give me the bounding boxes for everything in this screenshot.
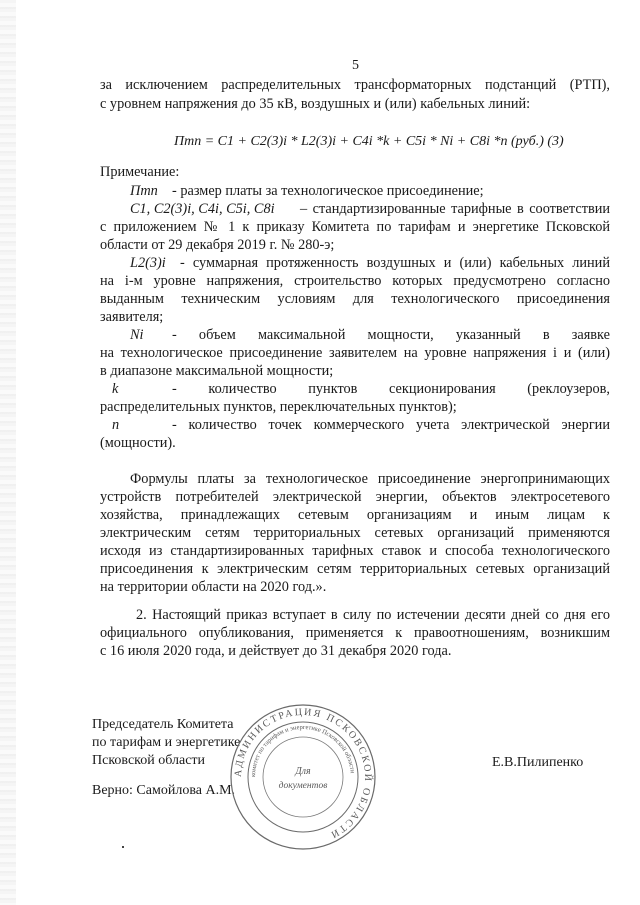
- n-symbol: Ni: [130, 327, 144, 343]
- note-label: Примечание:: [100, 164, 180, 180]
- signature-title-3: Псковской области: [92, 753, 206, 768]
- note-c-line-3: области от 29 декабря 2019 г. № 280-э;: [100, 237, 335, 253]
- c-symbols: C1, C2(3)i, C4i, C5i, C8i: [130, 201, 275, 217]
- note-l-line-1: - суммарная протяженность воздушных и (или) кабельных линий: [180, 255, 610, 271]
- note-c-line-1: – стандартизированные тарифные в соответствии: [300, 201, 610, 217]
- intro-line-1: за исключением распределительных трансформаторных подстанций (РТП),: [100, 77, 610, 93]
- note-nn-line-1: - количество точек коммерческого учета электрической энергии: [172, 417, 610, 433]
- scan-edge: [0, 0, 16, 905]
- note-n-line-1: - объем максимальной мощности, указанный в заявке: [172, 327, 610, 343]
- para1-line-2: устройств потребителей электрической энергии, объектов электросетевого: [100, 489, 610, 505]
- para1-line-7: на территории области на 2020 год.».: [100, 579, 327, 595]
- signatory-name: Е.В.Пилипенко: [492, 755, 584, 770]
- note-k-line-2: распределительных пунктов, переключательных пунктов);: [100, 399, 457, 415]
- para1-line-5: исходя из стандартизированных тарифных ставок и способа технологического: [100, 543, 610, 559]
- signature-title-2: по тарифам и энергетике: [92, 735, 241, 750]
- para1-line-1: Формулы платы за технологическое присоединение энергопринимающих: [130, 471, 610, 487]
- note-k-line-1: - количество пунктов секционирования (реклоузеров,: [172, 381, 610, 397]
- ink-dot: [122, 846, 124, 848]
- note-n-symbol: [130, 326, 144, 344]
- note-k-symbol: [112, 380, 118, 398]
- note-l-line-3: выданным техническим условиям для технологического присоединения: [100, 291, 610, 307]
- note-c-symbols: [130, 200, 275, 218]
- para1-line-3: хозяйства, принадлежащих сетевым организациям и иным лицам к: [100, 507, 610, 523]
- nn-symbol: n: [112, 417, 120, 433]
- stamp-inner-circle: [263, 737, 343, 817]
- note-n-line-2: на технологическое присоединение заявителем на уровне напряжения i и (или): [100, 345, 610, 361]
- p-symbol: Пmn: [130, 183, 158, 199]
- note-l-symbol: [130, 254, 166, 272]
- para1-line-6: присоединения к электрическим сетям территориальных сетевых организаций: [100, 561, 610, 577]
- note-c-line-2: с приложением № 1 к приказу Комитета по тарифам и энергетике Псковской: [100, 219, 610, 235]
- para2-line-2: официального опубликования, применяется к правоотношениям, возникшим: [100, 625, 610, 641]
- note-l-line-2: на i-м уровне напряжения, строительство которых предусмотрено согласно: [100, 273, 610, 289]
- intro-line-2: с уровнем напряжения до 35 кВ, воздушных и (или) кабельных линий:: [100, 96, 531, 112]
- note-p-symbol: [130, 182, 158, 200]
- official-stamp: [228, 702, 378, 852]
- para1-line-4: электрическим сетям территориальных сетевых организаций применяются: [100, 525, 610, 541]
- note-nn-symbol: [112, 416, 119, 434]
- signature-title-1: Председатель Комитета: [92, 717, 234, 732]
- note-p-text: - размер платы за технологическое присоединение;: [172, 183, 484, 199]
- stamp-middle-circle: [248, 722, 358, 832]
- stamp-center-line-1: Для: [295, 766, 311, 777]
- note-nn-line-2: (мощности).: [100, 435, 176, 451]
- para2-line-1: 2. Настоящий приказ вступает в силу по истечении десяти дней со дня его: [136, 607, 610, 623]
- formula: Пmn = C1 + C2(3)i * L2(3)i + C4i *k + C5i * Ni + C8i *n (руб.) (3): [174, 134, 564, 149]
- verified-by: Верно: Самойлова А.М.: [92, 783, 236, 798]
- stamp-center-line-2: документов: [278, 781, 328, 791]
- stamp-ring-text: АДМИНИСТРАЦИЯ ПСКОВСКОЙ ОБЛАСТИ: [232, 706, 374, 841]
- para2-line-3: с 16 июля 2020 года, и действует до 31 декабря 2020 года.: [100, 643, 452, 659]
- stamp-inner-ring-text: комитет по тарифам и энергетике Псковской области: [249, 723, 356, 778]
- note-l-line-4: заявителя;: [100, 309, 164, 325]
- note-n-line-3: в диапазоне максимальной мощности;: [100, 363, 334, 379]
- l-symbol: L2(3)i: [130, 255, 166, 271]
- k-symbol: k: [112, 381, 119, 397]
- page-number: 5: [352, 58, 359, 73]
